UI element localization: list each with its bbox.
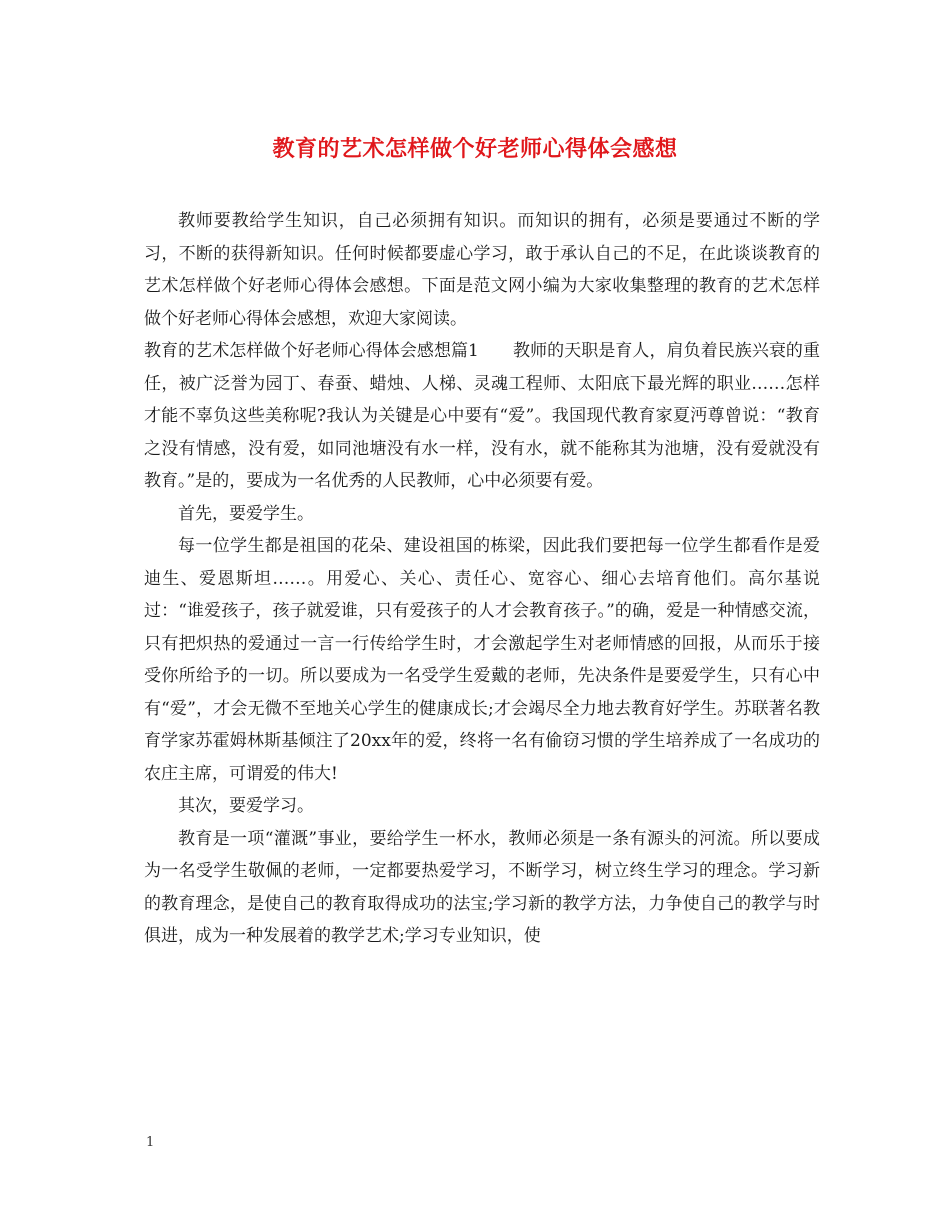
- paragraph-intro: 教师要教给学生知识，自己必须拥有知识。而知识的拥有，必须是要通过不断的学习，不断的获得新知识。任何时候都要虚心学习，敢于承认自己的不足，在此谈谈教育的艺术怎样做个好老师心得体会感想。下面是范文网小编为大家收集整理的教育的艺术怎样做个好老师心得体会感想，欢迎大家阅读。: [144, 211, 820, 329]
- paragraph-love-learning: 教育是一项“灌溉”事业，要给学生一杯水，教师必须是一条有源头的河流。所以要成为一名受学生敬佩的老师，一定都要热爱学习，不断学习，树立终生学习的理念。学习新的教育理念，是使自己的教育取得成功的法宝;学习新的教学方法，力争使自己的教学与时俱进，成为一种发展着的教学艺术;学习专业知识，使: [144, 828, 820, 946]
- paragraph-heading-love-learning: 其次，要爱学习。: [178, 796, 314, 816]
- paragraph-love-students: 每一位学生都是祖国的花朵、建设祖国的栋梁，因此我们要把每一位学生都看作是爱迪生、爱恩斯坦……。用爱心、关心、责任心、宽容心、细心去培育他们。高尔基说过：“谁爱孩子，孩子就爱谁，只有爱孩子的人才会教育孩子。”的确，爱是一种情感交流，只有把炽热的爱通过一言一行传给学生时，才会激起学生对老师情感的回报，从而乐于接受你所给予的一切。所以要成为一名受学生爱戴的老师，先决条件是要爱学生，只有心中有“爱”，才会无微不至地关心学生的健康成长;才会竭尽全力地去教育好学生。苏联著名教育学家苏霍姆林斯基倾注了20xx年的爱，终将一名有偷窃习惯的学生培养成了一名成功的农庄主席，可谓爱的伟大!: [144, 536, 820, 784]
- page-number: 1: [146, 1135, 155, 1150]
- document-title: 教育的艺术怎样做个好老师心得体会感想: [272, 136, 678, 162]
- paragraph-heading-love-students: 首先，要爱学生。: [178, 503, 314, 524]
- document-body: [144, 205, 820, 953]
- paragraph-section-1: 教育的艺术怎样做个好老师心得体会感想篇1 教师的天职是育人，肩负着民族兴衰的重任，被广泛誉为园丁、春蚕、蜡烛、人梯、灵魂工程师、太阳底下最光辉的职业……怎样才能不辜负这些美称呢?我认为关键是心中要有“爱”。我国现代教育家夏沔尊曾说：“教育之没有情感，没有爱，如同池塘没有水一样，没有水，就不能称其为池塘，没有爱就没有教育。”是的，要成为一名优秀的人民教师，心中必须要有爱。: [144, 341, 820, 491]
